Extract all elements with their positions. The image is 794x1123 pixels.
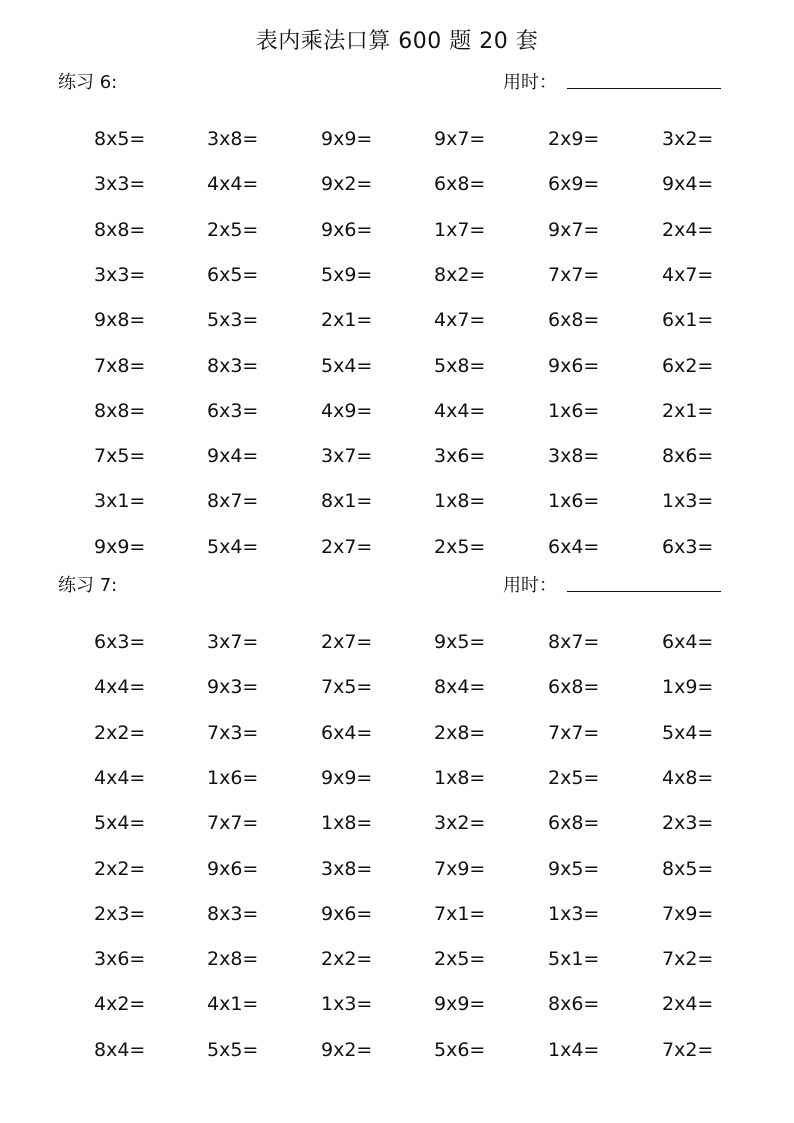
math-problem: 6x9= [548,173,600,196]
math-problem: 7x2= [662,1038,714,1061]
math-problem: 5x5= [207,1038,259,1061]
math-problem: 2x4= [662,993,714,1016]
math-problem: 3x2= [662,128,714,150]
math-problem: 1x3= [321,993,373,1016]
math-problem: 9x9= [321,766,373,789]
math-problem: 7x2= [662,948,714,971]
math-problem: 3x7= [207,631,259,653]
math-problem: 6x8= [434,173,486,196]
math-problem: 4x4= [94,766,146,789]
math-problem: 1x8= [434,766,486,789]
math-problem: 5x4= [207,535,259,558]
math-problem: 3x6= [434,445,486,468]
math-problem: 9x3= [207,676,259,699]
math-problem: 8x2= [434,263,486,286]
section-label: 练习 7: [58,575,118,596]
time-label: 用时： [503,72,557,93]
math-problem: 1x3= [548,902,600,925]
math-problem: 2x1= [321,309,373,332]
math-problem: 2x5= [434,535,486,558]
math-problem: 2x9= [548,128,600,150]
math-problem: 3x7= [321,445,373,468]
math-problem: 9x6= [207,857,259,880]
math-problem: 6x3= [662,535,714,558]
math-problem: 7x5= [321,676,373,699]
math-problem: 7x7= [548,263,600,286]
math-problem: 8x1= [321,490,373,513]
math-problem: 6x8= [548,309,600,332]
section-label: 练习 6: [58,72,118,93]
math-problem: 2x8= [207,948,259,971]
math-problem: 5x9= [321,263,373,286]
section-header [0,68,794,98]
math-problem: 5x1= [548,948,600,971]
math-problem: 9x9= [434,993,486,1016]
math-problem: 1x7= [434,218,486,241]
math-problem: 1x4= [548,1038,600,1061]
math-problem: 9x6= [321,902,373,925]
math-problem: 8x5= [662,857,714,880]
math-problem: 3x1= [94,490,146,513]
math-problem: 1x8= [321,812,373,835]
math-problem: 7x7= [548,721,600,744]
math-problem: 3x2= [434,812,486,835]
math-problem: 2x8= [434,721,486,744]
math-problem: 9x2= [321,1038,373,1061]
math-problem: 3x6= [94,948,146,971]
math-problem: 4x8= [662,766,714,789]
math-problem: 5x4= [662,721,714,744]
math-problem: 2x2= [94,721,146,744]
time-answer-line [567,591,721,592]
math-problem: 8x7= [548,631,600,653]
math-problem: 8x3= [207,354,259,377]
math-problem: 5x4= [94,812,146,835]
math-problem: 4x1= [207,993,259,1016]
math-problem: 6x2= [662,354,714,377]
math-problem: 9x9= [321,128,373,150]
math-problem: 6x5= [207,263,259,286]
math-problem: 4x2= [94,993,146,1016]
math-problem: 9x6= [548,354,600,377]
math-problem: 2x3= [94,902,146,925]
math-problem: 9x7= [434,128,486,150]
math-problem: 7x8= [94,354,146,377]
section-header [0,571,794,601]
time-answer-line [567,88,721,89]
math-problem: 1x6= [207,766,259,789]
math-problem: 5x4= [321,354,373,377]
math-problem: 6x8= [548,812,600,835]
math-problem: 7x9= [434,857,486,880]
math-problem: 6x4= [662,631,714,653]
math-problem: 6x4= [548,535,600,558]
math-problem: 3x8= [548,445,600,468]
math-problem: 2x4= [662,218,714,241]
math-problem: 8x7= [207,490,259,513]
document-title: 表内乘法口算 600 题 20 套 [255,29,539,54]
math-problem: 3x3= [94,173,146,196]
math-problem: 7x7= [207,812,259,835]
math-problem: 7x1= [434,902,486,925]
math-problem: 2x1= [662,399,714,422]
math-problem: 7x5= [94,445,146,468]
math-problem: 8x3= [207,902,259,925]
math-problem: 9x4= [662,173,714,196]
math-problem: 8x4= [434,676,486,699]
math-problem: 1x9= [662,676,714,699]
math-problem: 1x6= [548,490,600,513]
math-problem: 8x8= [94,218,146,241]
math-problem: 6x4= [321,721,373,744]
math-problem: 4x9= [321,399,373,422]
math-problem: 4x4= [207,173,259,196]
math-problem: 5x3= [207,309,259,332]
time-label: 用时： [503,575,557,596]
math-problem: 4x7= [434,309,486,332]
math-problem: 4x7= [662,263,714,286]
math-problem: 5x8= [434,354,486,377]
math-problem: 2x5= [548,766,600,789]
math-problem: 8x4= [94,1038,146,1061]
math-problem: 7x9= [662,902,714,925]
math-problem: 2x7= [321,535,373,558]
math-problem: 6x3= [207,399,259,422]
math-problem: 6x8= [548,676,600,699]
math-problem: 6x3= [94,631,146,653]
math-problem: 1x6= [548,399,600,422]
math-problem: 4x4= [94,676,146,699]
exercise-section-7 [0,571,794,1061]
math-problem: 9x2= [321,173,373,196]
math-problem: 6x1= [662,309,714,332]
math-problem: 9x4= [207,445,259,468]
math-problem: 9x8= [94,309,146,332]
math-problem: 2x5= [434,948,486,971]
math-problem: 9x5= [548,857,600,880]
math-problem: 3x3= [94,263,146,286]
math-problem: 2x5= [207,218,259,241]
math-problem: 9x5= [434,631,486,653]
math-problem: 9x9= [94,535,146,558]
exercise-section-6 [0,68,794,558]
math-problem: 5x6= [434,1038,486,1061]
math-problem: 7x3= [207,721,259,744]
math-problem: 9x7= [548,218,600,241]
math-problem: 2x7= [321,631,373,653]
math-problem: 3x8= [321,857,373,880]
math-problem: 1x8= [434,490,486,513]
math-problem: 8x8= [94,399,146,422]
math-problem: 9x6= [321,218,373,241]
math-problem: 4x4= [434,399,486,422]
math-problem: 8x6= [662,445,714,468]
math-problem: 3x8= [207,128,259,150]
math-problem: 1x3= [662,490,714,513]
math-problem: 2x3= [662,812,714,835]
math-problem: 2x2= [321,948,373,971]
math-problem: 8x6= [548,993,600,1016]
math-problem: 8x5= [94,128,146,150]
math-problem: 2x2= [94,857,146,880]
